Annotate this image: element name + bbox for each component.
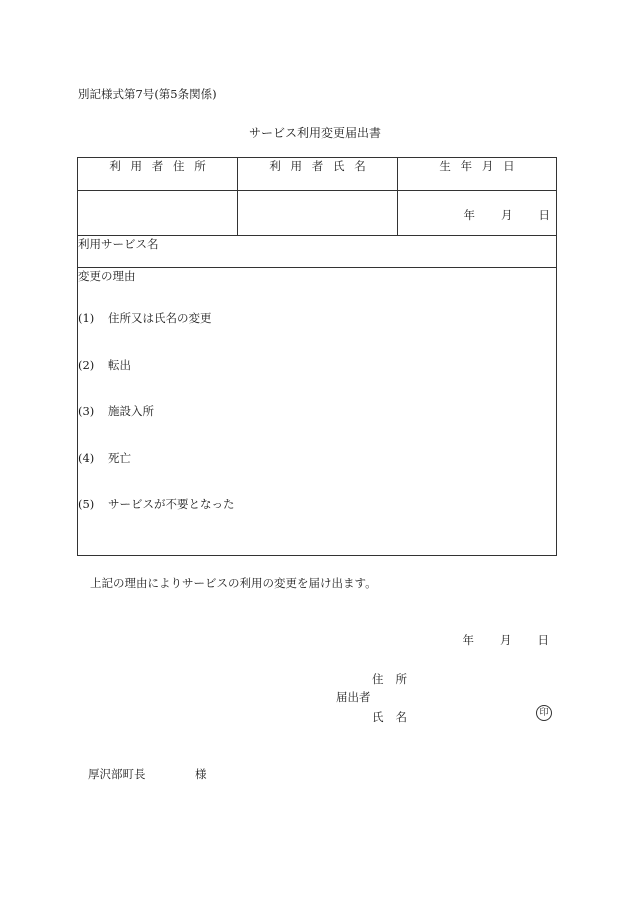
- table-entry-row: [78, 191, 557, 236]
- reason-number: (3): [78, 404, 95, 418]
- application-table: [77, 157, 557, 556]
- document-title: サービス利用変更届出書: [248, 126, 381, 140]
- honorific: 様: [195, 767, 207, 781]
- birth-month-label: 月: [501, 208, 513, 222]
- reason-row: [78, 268, 557, 556]
- reason-item[interactable]: [78, 357, 556, 404]
- filing-month-label: 月: [500, 633, 512, 647]
- addressee: 厚沢部町長: [88, 767, 146, 781]
- address-char-1: 住: [372, 672, 384, 686]
- service-name-label: 利用サービス名: [78, 237, 159, 251]
- service-row: [78, 236, 557, 268]
- declaration-statement: 上記の理由によりサービスの利用の変更を届け出ます。: [90, 576, 377, 590]
- birthdate-entry-cell[interactable]: [398, 191, 557, 236]
- filing-year-label: 年: [462, 633, 474, 647]
- header-address-label: 利用者住所: [109, 159, 216, 173]
- service-name-cell[interactable]: [78, 236, 557, 268]
- filing-day-label: 日: [537, 633, 549, 647]
- filer-label: 届出者: [336, 690, 371, 704]
- reason-text: 施設入所: [108, 404, 154, 418]
- name-char-1: 氏: [372, 710, 384, 724]
- reason-cell: [78, 268, 557, 556]
- birthdate-placeholder: [464, 207, 551, 223]
- reason-text: 転出: [108, 357, 131, 372]
- filer-address-label: [372, 671, 407, 687]
- birth-year-label: 年: [463, 208, 475, 222]
- reason-item[interactable]: [78, 496, 556, 543]
- seal-mark-icon: 印: [536, 705, 552, 721]
- address-entry-cell[interactable]: [78, 191, 238, 236]
- reason-number: (4): [78, 450, 95, 465]
- reason-item[interactable]: [78, 450, 556, 497]
- header-name-cell: [238, 158, 398, 191]
- name-entry-cell[interactable]: [238, 191, 398, 236]
- reason-item[interactable]: [78, 310, 556, 357]
- filer-name-label: [372, 709, 407, 725]
- reason-text: 死亡: [108, 450, 131, 465]
- header-birthdate-label: 生年月日: [439, 159, 525, 173]
- name-char-2: 名: [395, 710, 407, 724]
- reason-number: (1): [78, 311, 95, 325]
- reason-text: 住所又は氏名の変更: [108, 311, 212, 325]
- header-address-cell: [78, 158, 238, 191]
- birth-day-label: 日: [538, 208, 550, 222]
- header-birthdate-cell: [398, 158, 557, 191]
- table-header-row: [78, 158, 557, 191]
- address-char-2: 所: [395, 672, 407, 686]
- form-number-label: 別記様式第7号(第5条関係): [78, 87, 217, 101]
- reason-item[interactable]: [78, 403, 556, 450]
- reason-number: (2): [78, 357, 95, 372]
- header-name-label: 利用者氏名: [269, 159, 376, 173]
- reason-number: (5): [78, 497, 95, 511]
- reason-title: 変更の理由: [78, 269, 136, 283]
- reason-text: サービスが不要となった: [108, 497, 235, 511]
- filing-date[interactable]: [463, 632, 550, 648]
